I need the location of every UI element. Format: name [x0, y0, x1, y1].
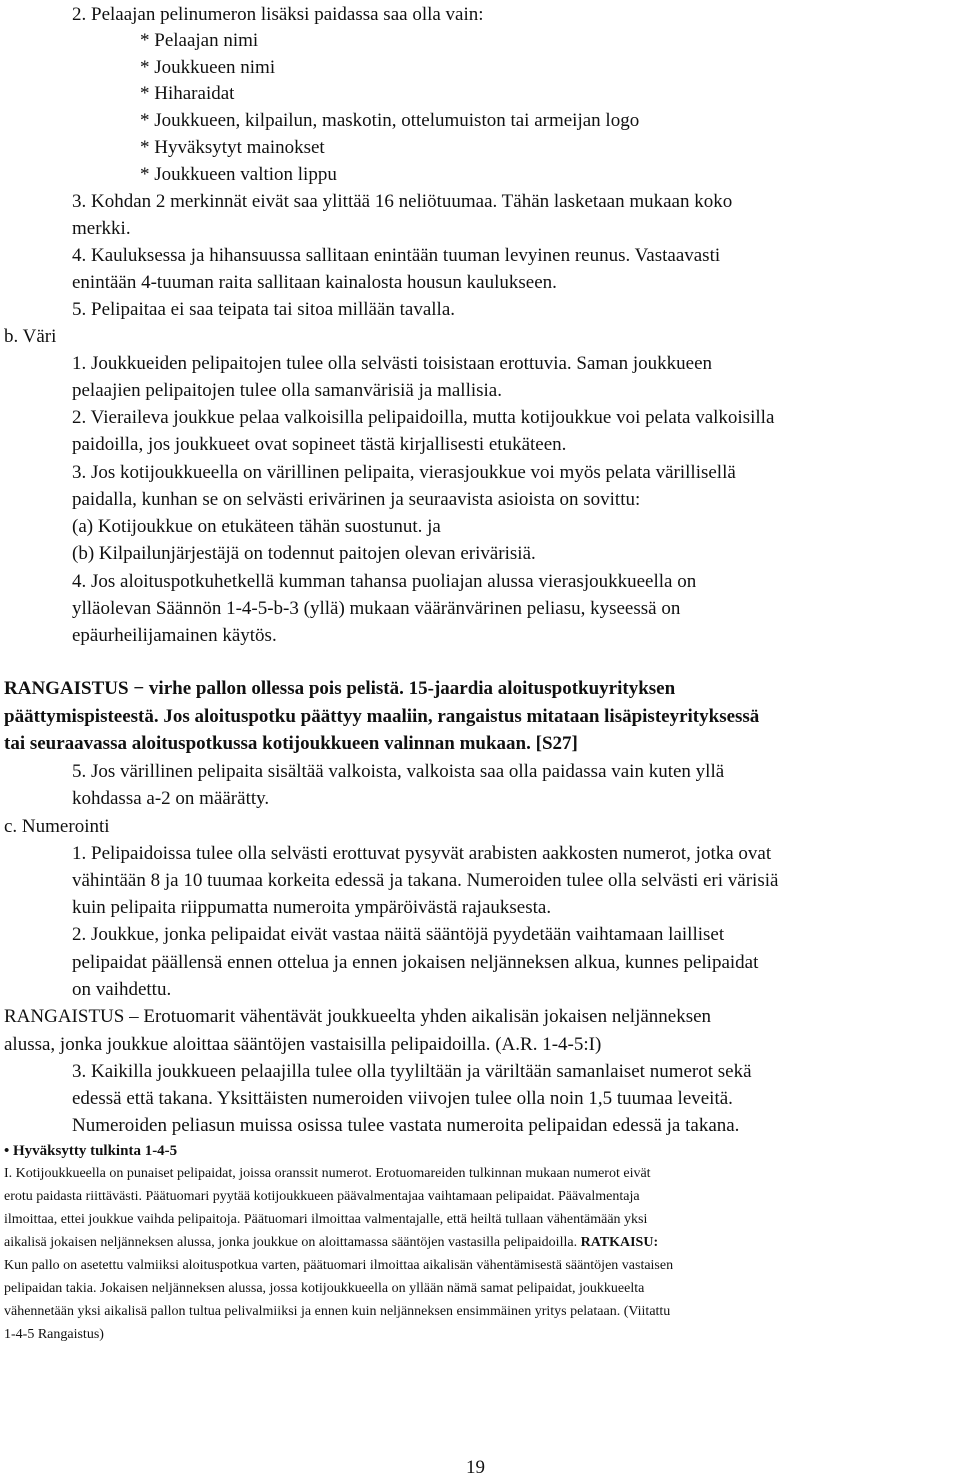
penalty-text: päättymispisteestä. Jos aloituspotku päättyy maaliin, rangaistus mitataan lisäpisteyrityksessä	[4, 706, 760, 727]
rule-item-3: 3. Kaikilla joukkueen pelaajilla tulee olla tyyliltään ja väriltään samanlaiset numerot sekä	[72, 1061, 752, 1082]
interpretation-line: vähennetään yksi aikalisä pallon tultua pelivalmiiksi ja ennen kuin neljänneksen ensimmäinen yritys pelataan. (Viitattu	[4, 1304, 671, 1319]
paragraph-line: Numeroiden peliasun muissa osissa tulee vastata numeroita pelipaidan edessä ja takana.	[72, 1115, 740, 1136]
list-item: * Joukkueen valtion lippu	[140, 164, 337, 185]
paragraph-line: pelaajien pelipaitojen tulee olla samanvärisiä ja mallisia.	[72, 380, 502, 401]
list-item: * Hiharaidat	[140, 83, 235, 104]
paragraph-line: ylläolevan Säännön 1-4-5-b-3 (yllä) mukaan vääränvärinen peliasu, kyseessä on	[72, 598, 681, 619]
solution-label: RATKAISU:	[580, 1235, 659, 1250]
rule-item-2: 2. Vieraileva joukkue pelaa valkoisilla pelipaidoilla, mutta kotijoukkue voi pelata valkoisilla	[72, 407, 775, 428]
interpretation-text: aikalisä jokaisen neljänneksen alussa, jonka joukkue on aloittamassa sääntöjen vastasilla pelipaidoilla.	[4, 1235, 581, 1250]
interpretation-line: I. Kotijoukkueella on punaiset pelipaidat, joissa oranssit numerot. Erotuomareiden tulkinnan mukaan numerot eivät	[4, 1166, 651, 1181]
paragraph-line: kuin pelipaita riippumatta numeroita ympäröivästä rajauksesta.	[72, 897, 552, 918]
page-number: 19	[466, 1457, 485, 1478]
list-item: * Joukkueen nimi	[140, 57, 276, 78]
rule-item-2: 2. Joukkue, jonka pelipaidat eivät vastaa näitä sääntöjä pyydetään vaihtamaan lailliset	[72, 924, 725, 945]
paragraph-line: on vaihdettu.	[72, 979, 172, 1000]
paragraph-line: epäurheilijamainen käytös.	[72, 625, 277, 646]
interpretation-heading: • Hyväksytty tulkinta 1-4-5	[4, 1143, 178, 1159]
interpretation-line: Kun pallo on asetettu valmiiksi aloituspotkua varten, päätuomari ilmoittaa aikalisän vähentämisestä sääntöjen vastaisen	[4, 1258, 674, 1273]
interpretation-line: pelipaidan takia. Jokaisen neljänneksen alussa, jossa kotijoukkueella on yllään nämä samat pelipaidat, joukkueelta	[4, 1281, 645, 1296]
paragraph-line: alussa, jonka joukkue aloittaa sääntöjen vastaisilla pelipaidoilla. (A.R. 1-4-5:I)	[4, 1034, 602, 1055]
penalty-heading: RANGAISTUS − virhe pallon ollessa pois pelistä. 15-jaardia aloituspotkuyrityksen	[4, 678, 676, 699]
paragraph-line: vähintään 8 ja 10 tuumaa korkeita edessä ja takana. Numeroiden tulee olla selvästi eri värisiä	[72, 870, 779, 891]
list-item: (a) Kotijoukkue on etukäteen tähän suostunut. ja	[72, 516, 441, 537]
interpretation-line: erotu paidasta riittävästi. Päätuomari pyytää kotijoukkueen päävalmentajaa vaihtamaan pelipaidat. Päävalmentaja	[4, 1189, 640, 1204]
paragraph-line: edessä että takana. Yksittäisten numeroiden viivojen tulee olla noin 1,5 tuumaa leveitä.	[72, 1088, 733, 1109]
rule-item-4: 4. Kauluksessa ja hihansuussa sallitaan enintään tuuman levyinen reunus. Vastaavasti	[72, 245, 721, 266]
interpretation-line: 1-4-5 Rangaistus)	[4, 1327, 104, 1342]
list-item: (b) Kilpailunjärjestäjä on todennut paitojen olevan erivärisiä.	[72, 543, 536, 564]
paragraph-line: merkki.	[72, 218, 131, 239]
rule-item-1: 1. Pelipaidoissa tulee olla selvästi erottuvat pysyvät arabisten aakkosten numerot, jotka ovat	[72, 843, 772, 864]
paragraph-line: paidalla, kunhan se on selvästi erivärinen ja seuraavista asioista on sovittu:	[72, 489, 641, 510]
rule-item-3: 3. Kohdan 2 merkinnät eivät saa ylittää 16 neliötuumaa. Tähän lasketaan mukaan koko	[72, 191, 733, 212]
rule-item-5: 5. Jos värillinen pelipaita sisältää valkoista, valkoista saa olla paidassa vain kuten yllä	[72, 761, 725, 782]
penalty-line: RANGAISTUS – Erotuomarit vähentävät joukkueelta yhden aikalisän jokaisen neljänneksen	[4, 1006, 712, 1027]
list-item: * Hyväksytyt mainokset	[140, 137, 325, 158]
paragraph-line: kohdassa a-2 on määrätty.	[72, 788, 270, 809]
list-item: * Pelaajan nimi	[140, 30, 259, 51]
rule-item-2: 2. Pelaajan pelinumeron lisäksi paidassa saa olla vain:	[72, 4, 484, 25]
interpretation-line: ilmoittaa, ettei joukkue vaihda pelipaitoja. Päätuomari ilmoittaa valmentajalle, että heiltä tullaan vähentämään yksi	[4, 1212, 648, 1227]
rule-item-4: 4. Jos aloituspotkuhetkellä kumman tahansa puoliajan alussa vierasjoukkueella on	[72, 571, 697, 592]
list-item: * Joukkueen, kilpailun, maskotin, ottelumuiston tai armeijan logo	[140, 110, 640, 131]
rule-item-3: 3. Jos kotijoukkueella on värillinen pelipaita, vierasjoukkue voi myös pelata värillisellä	[72, 462, 736, 483]
section-heading-numerointi: c. Numerointi	[4, 816, 110, 837]
paragraph-line: pelipaidat päällensä ennen ottelua ja ennen jokaisen neljänneksen alkua, kunnes pelipaidat	[72, 952, 759, 973]
section-heading-vari: b. Väri	[4, 326, 57, 347]
interpretation-line	[4, 1233, 658, 1253]
rule-item-1: 1. Joukkueiden pelipaitojen tulee olla selvästi toisistaan erottuvia. Saman joukkueen	[72, 353, 713, 374]
rule-item-5: 5. Pelipaitaa ei saa teipata tai sitoa millään tavalla.	[72, 299, 456, 320]
penalty-text: tai seuraavassa aloituspotkussa kotijoukkueen valinnan mukaan. [S27]	[4, 733, 578, 754]
paragraph-line: paidoilla, jos joukkueet ovat sopineet tästä kirjallisesti etukäteen.	[72, 434, 567, 455]
paragraph-line: enintään 4-tuuman raita sallitaan kainalosta housun kaulukseen.	[72, 272, 557, 293]
